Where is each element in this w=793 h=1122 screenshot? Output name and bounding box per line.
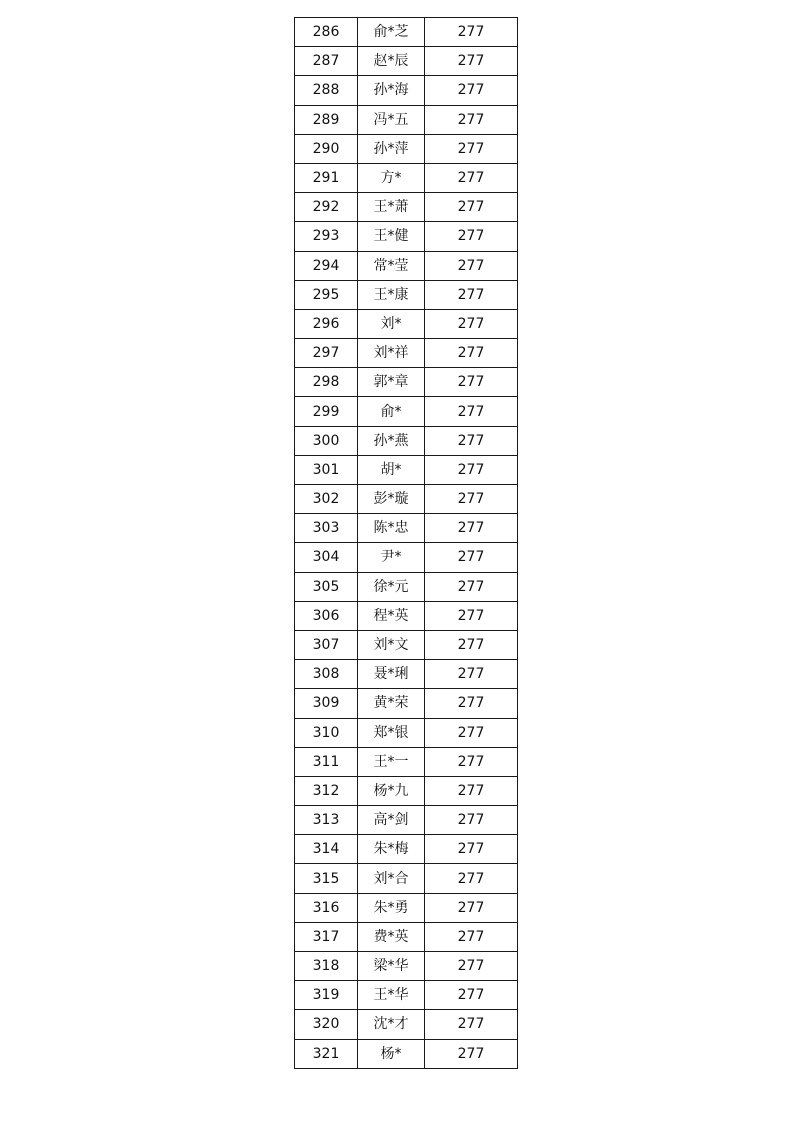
row-number-cell: 287 (295, 47, 358, 76)
name-cell: 高*剑 (358, 806, 425, 835)
row-number-cell: 314 (295, 835, 358, 864)
row-number-cell: 293 (295, 222, 358, 251)
table-row (295, 105, 518, 134)
name-cell: 朱*勇 (358, 893, 425, 922)
table-row (295, 485, 518, 514)
row-number-cell: 301 (295, 455, 358, 484)
score-cell: 277 (425, 485, 518, 514)
score-cell: 277 (425, 134, 518, 163)
table-row (295, 134, 518, 163)
score-cell: 277 (425, 776, 518, 805)
table-row (295, 18, 518, 47)
score-cell: 277 (425, 952, 518, 981)
row-number-cell: 320 (295, 1010, 358, 1039)
score-cell: 277 (425, 922, 518, 951)
row-number-cell: 294 (295, 251, 358, 280)
table-row (295, 718, 518, 747)
name-cell: 尹* (358, 543, 425, 572)
score-cell: 277 (425, 280, 518, 309)
table-row (295, 543, 518, 572)
table-row (295, 514, 518, 543)
name-cell: 彭*璇 (358, 485, 425, 514)
score-cell: 277 (425, 193, 518, 222)
row-number-cell: 295 (295, 280, 358, 309)
table-row (295, 193, 518, 222)
table-row (295, 1039, 518, 1068)
table-row (295, 339, 518, 368)
table-row (295, 893, 518, 922)
name-cell: 刘*祥 (358, 339, 425, 368)
row-number-cell: 310 (295, 718, 358, 747)
name-cell: 王*一 (358, 747, 425, 776)
score-cell: 277 (425, 572, 518, 601)
score-cell: 277 (425, 1010, 518, 1039)
name-cell: 郭*章 (358, 368, 425, 397)
table-row (295, 251, 518, 280)
name-cell: 王*萧 (358, 193, 425, 222)
score-cell: 277 (425, 397, 518, 426)
score-cell: 277 (425, 747, 518, 776)
score-cell: 277 (425, 76, 518, 105)
name-cell: 刘*合 (358, 864, 425, 893)
name-cell: 常*莹 (358, 251, 425, 280)
score-cell: 277 (425, 339, 518, 368)
score-cell: 277 (425, 601, 518, 630)
table-row (295, 222, 518, 251)
row-number-cell: 319 (295, 981, 358, 1010)
row-number-cell: 289 (295, 105, 358, 134)
row-number-cell: 303 (295, 514, 358, 543)
score-cell: 277 (425, 368, 518, 397)
table-row (295, 776, 518, 805)
row-number-cell: 313 (295, 806, 358, 835)
row-number-cell: 318 (295, 952, 358, 981)
score-cell: 277 (425, 309, 518, 338)
score-cell: 277 (425, 718, 518, 747)
table-body (295, 18, 518, 1069)
name-cell: 黄*荣 (358, 689, 425, 718)
name-cell: 刘* (358, 309, 425, 338)
name-cell: 王*健 (358, 222, 425, 251)
name-cell: 杨*九 (358, 776, 425, 805)
row-number-cell: 290 (295, 134, 358, 163)
name-cell: 俞*芝 (358, 18, 425, 47)
table-row (295, 572, 518, 601)
table-row (295, 426, 518, 455)
score-cell: 277 (425, 18, 518, 47)
row-number-cell: 288 (295, 76, 358, 105)
name-cell: 徐*元 (358, 572, 425, 601)
row-number-cell: 308 (295, 660, 358, 689)
name-cell: 陈*忠 (358, 514, 425, 543)
name-cell: 孙*海 (358, 76, 425, 105)
score-cell: 277 (425, 514, 518, 543)
score-cell: 277 (425, 543, 518, 572)
row-number-cell: 309 (295, 689, 358, 718)
name-cell: 俞* (358, 397, 425, 426)
score-cell: 277 (425, 630, 518, 659)
name-cell: 冯*五 (358, 105, 425, 134)
table-row (295, 309, 518, 338)
ranking-table (294, 17, 518, 1069)
name-cell: 杨* (358, 1039, 425, 1068)
score-cell: 277 (425, 981, 518, 1010)
table-row (295, 981, 518, 1010)
name-cell: 孙*燕 (358, 426, 425, 455)
score-cell: 277 (425, 105, 518, 134)
row-number-cell: 321 (295, 1039, 358, 1068)
name-cell: 方* (358, 163, 425, 192)
score-cell: 277 (425, 806, 518, 835)
score-cell: 277 (425, 660, 518, 689)
table-row (295, 47, 518, 76)
row-number-cell: 299 (295, 397, 358, 426)
row-number-cell: 302 (295, 485, 358, 514)
score-cell: 277 (425, 222, 518, 251)
row-number-cell: 312 (295, 776, 358, 805)
table-row (295, 397, 518, 426)
row-number-cell: 286 (295, 18, 358, 47)
table-row (295, 952, 518, 981)
name-cell: 郑*银 (358, 718, 425, 747)
score-cell: 277 (425, 426, 518, 455)
name-cell: 刘*文 (358, 630, 425, 659)
table-row (295, 455, 518, 484)
table-row (295, 689, 518, 718)
row-number-cell: 305 (295, 572, 358, 601)
score-cell: 277 (425, 455, 518, 484)
score-cell: 277 (425, 1039, 518, 1068)
table-row (295, 747, 518, 776)
table-row (295, 630, 518, 659)
name-cell: 梁*华 (358, 952, 425, 981)
name-cell: 赵*辰 (358, 47, 425, 76)
row-number-cell: 306 (295, 601, 358, 630)
table-row (295, 163, 518, 192)
row-number-cell: 307 (295, 630, 358, 659)
row-number-cell: 292 (295, 193, 358, 222)
table-row (295, 835, 518, 864)
table-row (295, 922, 518, 951)
row-number-cell: 297 (295, 339, 358, 368)
row-number-cell: 298 (295, 368, 358, 397)
table-row (295, 601, 518, 630)
row-number-cell: 291 (295, 163, 358, 192)
row-number-cell: 315 (295, 864, 358, 893)
table-row (295, 368, 518, 397)
row-number-cell: 316 (295, 893, 358, 922)
score-cell: 277 (425, 835, 518, 864)
score-cell: 277 (425, 689, 518, 718)
name-cell: 聂*琍 (358, 660, 425, 689)
name-cell: 孙*萍 (358, 134, 425, 163)
score-cell: 277 (425, 893, 518, 922)
name-cell: 胡* (358, 455, 425, 484)
row-number-cell: 317 (295, 922, 358, 951)
name-cell: 王*康 (358, 280, 425, 309)
table-row (295, 1010, 518, 1039)
row-number-cell: 296 (295, 309, 358, 338)
score-cell: 277 (425, 864, 518, 893)
row-number-cell: 311 (295, 747, 358, 776)
table-row (295, 76, 518, 105)
name-cell: 程*英 (358, 601, 425, 630)
score-cell: 277 (425, 163, 518, 192)
table-row (295, 806, 518, 835)
name-cell: 朱*梅 (358, 835, 425, 864)
row-number-cell: 300 (295, 426, 358, 455)
name-cell: 沈*才 (358, 1010, 425, 1039)
name-cell: 王*华 (358, 981, 425, 1010)
name-cell: 费*英 (358, 922, 425, 951)
table-row (295, 280, 518, 309)
row-number-cell: 304 (295, 543, 358, 572)
score-cell: 277 (425, 251, 518, 280)
table-row (295, 660, 518, 689)
table-row (295, 864, 518, 893)
score-cell: 277 (425, 47, 518, 76)
